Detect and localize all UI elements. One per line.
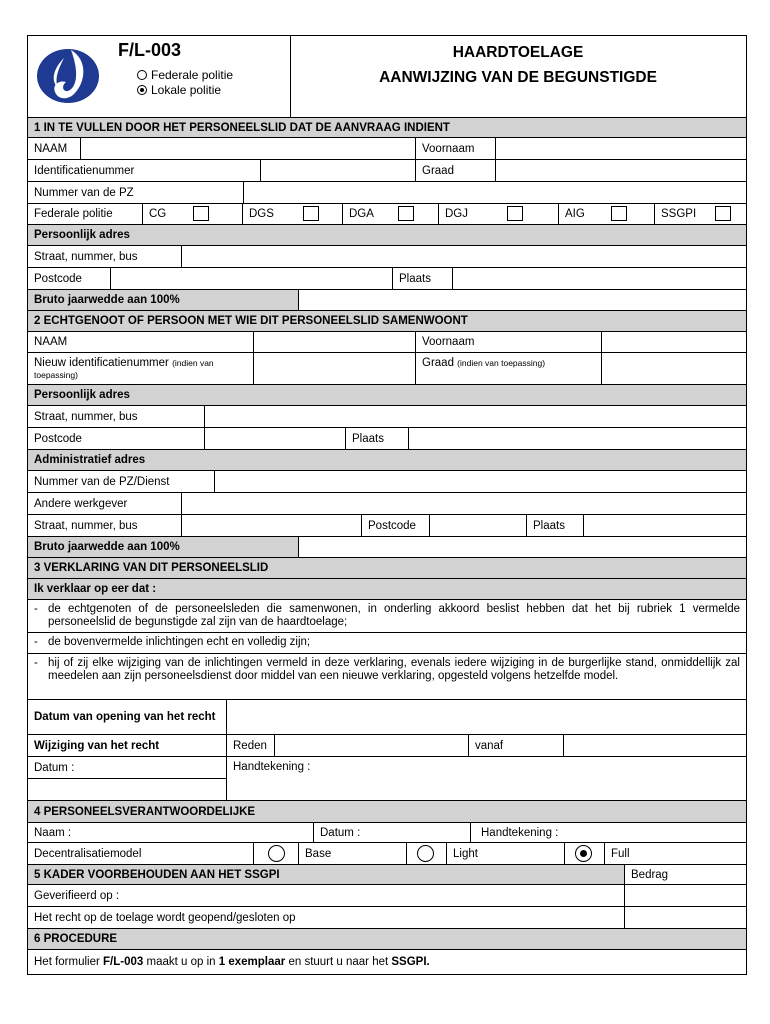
s2-bruto-input[interactable] [298,537,746,557]
s1-voornaam-input[interactable] [495,138,746,159]
s5-bedrag-input-2[interactable] [624,907,746,928]
s1-bruto-input[interactable] [298,290,746,310]
s2-adres-header: Persoonlijk adres [28,385,746,406]
s4-datum-field[interactable]: Datum : [313,823,470,842]
s6-procedure-text: Het formulier F/L-003 maakt u op in 1 exemplaar en stuurt u naar het SSGPI. [34,956,430,968]
s3-signature-row: Datum : Handtekening : [28,757,746,801]
checkbox-dgj[interactable] [507,206,523,221]
s2-postcode-input[interactable] [204,428,345,449]
s1-idnr-input[interactable] [260,160,415,181]
s2-werkgever-input[interactable] [181,493,746,514]
s1-pz-row: Nummer van de PZ [28,182,746,204]
option-federale-politie[interactable]: Federale politie [137,68,233,82]
s1-adres-header: Persoonlijk adres [28,225,746,246]
s2-postcode-row: Postcode Plaats [28,428,746,450]
s2-straat2-input[interactable] [181,515,361,536]
s2-plaats-input[interactable] [408,428,746,449]
s2-naam-input[interactable] [253,332,415,352]
s2-straat-row: Straat, nummer, bus [28,406,746,428]
s2-admin-header: Administratief adres [28,450,746,471]
s3-item-2: - de bovenvermelde inlichtingen echt en volledig zijn; [28,633,746,654]
checkbox-dga[interactable] [398,206,414,221]
s2-plaats2-input[interactable] [583,515,746,536]
s4-naam-field[interactable]: Naam : [34,826,72,839]
s3-opening-row: Datum van opening van het recht [28,700,746,735]
radio-light-icon[interactable] [417,845,434,862]
s1-id-row: Identificatienummer Graad [28,160,746,182]
option-lokale-politie[interactable]: Lokale politie [137,83,221,97]
s1-postcode-input[interactable] [110,268,392,289]
s4-model-row: Decentralisatiemodel Base Light Full [28,843,746,865]
form [27,35,747,975]
s1-federal-units-row: Federale politie CG DGS DGA DGJ AIG SSGPI [28,204,746,225]
s1-postcode-row: Postcode Plaats [28,268,746,290]
section-6-header: 6 PROCEDURE [28,929,746,950]
s3-item-1: - de echtgenoten of de personeelsleden die samenwonen, in onderling akkoord beslist hebben dat het bij rubriek 1 vermelde personeelslid de begunstigde zal zijn van de haardtoelage; [28,600,746,633]
s2-graad-input[interactable] [601,353,746,384]
s2-voornaam-input[interactable] [601,332,746,352]
s4-handtekening-field[interactable]: Handtekening : [470,823,746,842]
s1-naam-input[interactable] [80,138,415,159]
radio-full-icon[interactable] [575,845,592,862]
s1-straat-row: Straat, nummer, bus [28,246,746,268]
checkbox-cg[interactable] [193,206,209,221]
checkbox-aig[interactable] [611,206,627,221]
s3-handtekening-field[interactable]: Handtekening : [226,757,746,800]
radio-base-icon[interactable] [268,845,285,862]
s4-naam-row [28,823,746,843]
s5-bedrag-input-1[interactable] [624,885,746,906]
section-4-header: 4 PERSONEELSVERANTWOORDELIJKE [28,801,746,823]
radio-lokale-icon[interactable] [137,85,147,95]
form-subtitle: AANWIJZING VAN DE BEGUNSTIGDE [379,69,657,86]
s2-naam-row: NAAM Voornaam [28,332,746,353]
section-2-header: 2 ECHTGENOOT OF PERSOON MET WIE DIT PERSONEELSLID SAMENWOONT [28,311,746,332]
s5-recht-field[interactable]: Het recht op de toelage wordt geopend/gesloten op [34,911,296,924]
form-code: F/L-003 [118,40,182,60]
s2-pz-row: Nummer van de PZ/Dienst [28,471,746,493]
s3-reden-input[interactable] [274,735,468,756]
s3-vanaf-input[interactable] [563,735,746,756]
checkbox-ssgpi[interactable] [715,206,731,221]
radio-federale-icon[interactable] [137,70,147,80]
s2-bruto-row: Bruto jaarwedde aan 100% [28,537,746,558]
s5-geverifieerd-field[interactable]: Geverifieerd op : [34,889,120,902]
section-5-header: 5 KADER VOORBEHOUDEN AAN HET SSGPI Bedrag [28,865,746,885]
s2-straat2-row: Straat, nummer, bus Postcode Plaats [28,515,746,537]
section-1-header: 1 IN TE VULLEN DOOR HET PERSONEELSLID DAT DE AANVRAAG INDIENT [28,118,746,138]
s3-wijziging-row: Wijziging van het recht Reden vanaf [28,735,746,757]
checkbox-dgs[interactable] [303,206,319,221]
s3-opening-input[interactable] [226,700,746,734]
s1-plaats-input[interactable] [452,268,746,289]
s2-straat-input[interactable] [204,406,746,427]
s3-datum-input[interactable] [28,779,226,801]
s2-id-row: Nieuw identificatienummer (indien van toepassing) Graad (indien van toepassing) [28,353,746,385]
s1-naam-row: NAAM Voornaam [28,138,746,160]
s3-subtitle: Ik verklaar op eer dat : [28,579,746,600]
form-header [28,36,746,118]
s2-postcode2-input[interactable] [429,515,526,536]
s1-straat-input[interactable] [181,246,746,267]
s2-pz-input[interactable] [214,471,746,492]
s1-graad-input[interactable] [495,160,746,181]
s2-werkgever-row: Andere werkgever [28,493,746,515]
s3-item-3: - hij of zij elke wijziging van de inlichtingen vermeld in deze verklaring, evenals iedere wijziging in de burgerlijke stand, onmiddellijk zal meedelen aan zijn personeelsdienst door middel van een nieuwe verklaring, opgesteld volgens hetzelfde model. [28,654,746,700]
police-flame-logo-icon [28,36,108,116]
s2-id-input[interactable] [253,353,415,384]
s5-recht-row [28,907,746,929]
s1-bruto-row: Bruto jaarwedde aan 100% [28,290,746,311]
s5-geverifieerd-row [28,885,746,907]
section-3-header: 3 VERKLARING VAN DIT PERSONEELSLID [28,558,746,579]
form-title: HAARDTOELAGE [452,44,584,61]
s1-pz-input[interactable] [243,182,746,203]
